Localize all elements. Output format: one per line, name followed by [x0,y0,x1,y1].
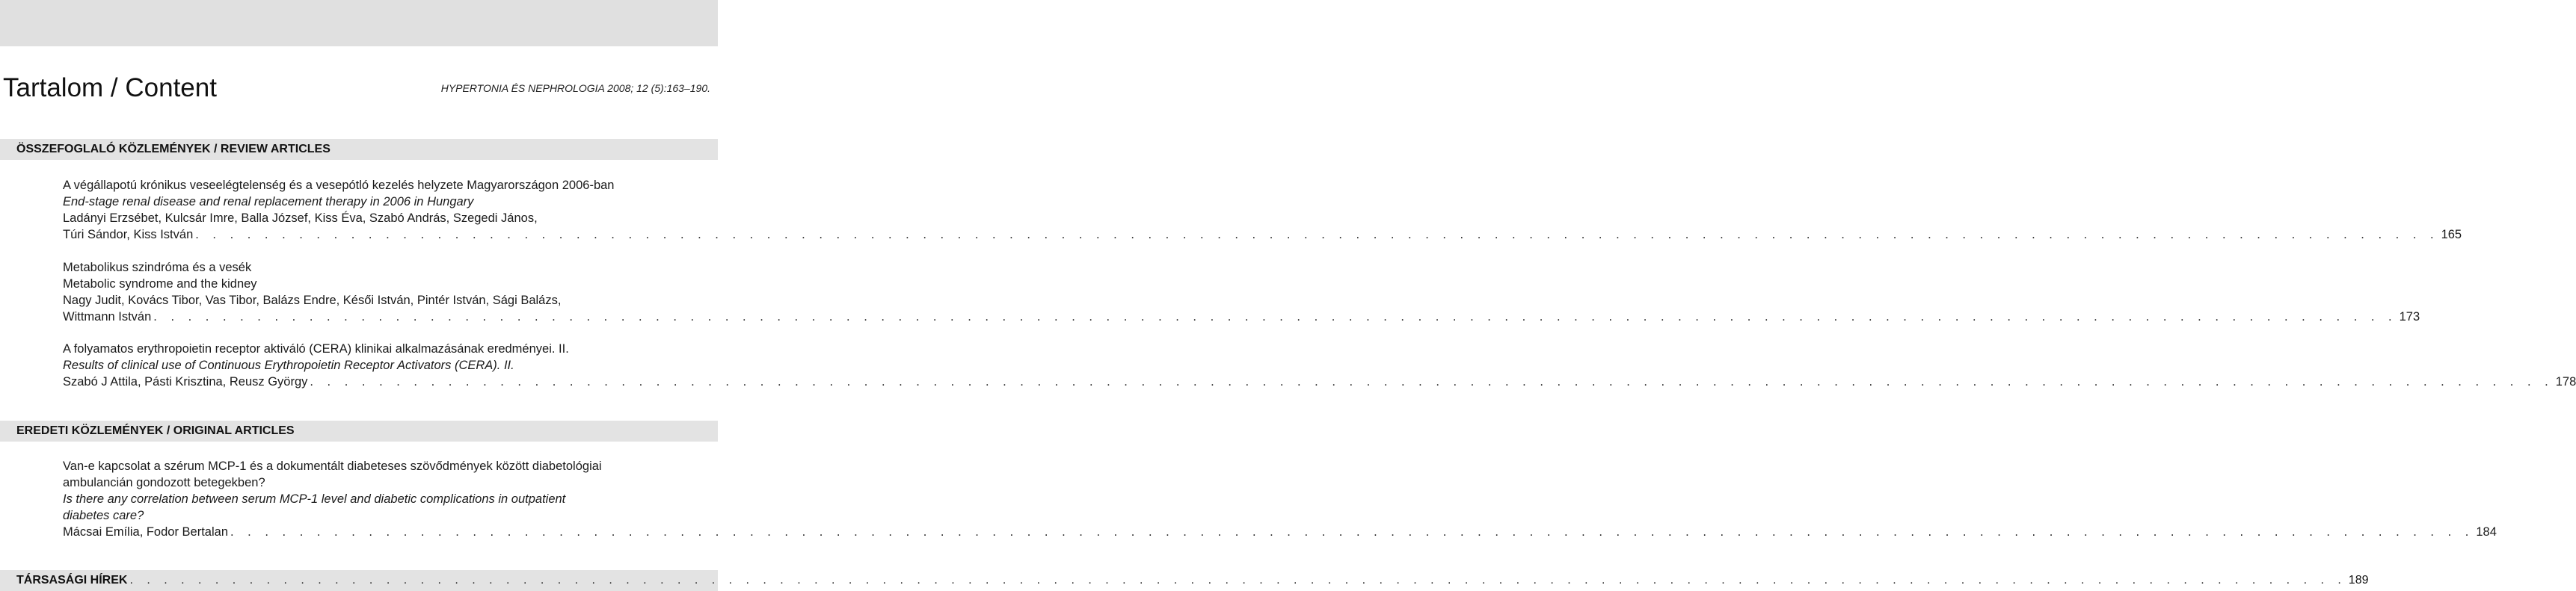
section-title: EREDETI KÖZLEMÉNYEK / ORIGINAL ARTICLES [16,424,295,437]
toc-entry[interactable] [63,259,2420,325]
section-header-society-news[interactable] [0,570,2369,591]
society-news-with-page [16,574,2369,587]
page-number: 184 [2476,525,2497,539]
journal-reference: HYPERTONIA ÉS NEPHROLOGIA 2008; 12 (5):163–190. [440,82,710,94]
section-title: TÁRSASÁGI HÍREK [16,574,128,587]
entry-authors-with-page [63,309,2420,325]
page-header [0,72,718,106]
entry-authors: Wittmann István [63,310,152,324]
page-number: 173 [2399,310,2420,324]
entry-authors: Mácsai Emília, Fodor Bertalan [63,525,229,539]
dot-leader: . . . . . . . . . . . . . . . . . . . . . . . . . . . . . . . . . . . . . . . . . . . . . . . . . . . . . . . . . . . . . . . . . . . . . . . . . . . . . . . . . . . . . . . . . . . . . . . . . . . . . . . . . . . . . . . . . . . . . . . . . . . . . . . . . . [129,574,2346,587]
page-number: 178 [2555,375,2576,389]
page-title: Tartalom / Content [3,73,217,102]
entry-title-english: Results of clinical use of Continuous Erythropoietin Receptor Activators (CERA). II. [63,359,514,372]
page-number: 189 [2348,574,2369,587]
section-title: ÖSSZEFOGLALÓ KÖZLEMÉNYEK / REVIEW ARTICLES [16,143,331,155]
entry-authors: Túri Sándor, Kiss István [63,228,194,241]
entry-title-english: diabetes care? [63,509,144,522]
toc-entry[interactable] [63,341,2576,390]
dot-leader: . . . . . . . . . . . . . . . . . . . . . . . . . . . . . . . . . . . . . . . . . . . . . . . . . . . . . . . . . . . . . . . . . . . . . . . . . . . . . . . . . . . . . . . . . . . . . . . . . . . . . . . . . . . . . . . . . . . . . . . . . . . . . . . . . . [195,228,2439,241]
top-gray-band [0,0,718,46]
entry-title-hungarian: Metabolikus szindróma és a vesék [63,261,252,274]
toc-entry[interactable] [63,177,2462,243]
page-number: 165 [2441,228,2462,241]
entry-authors-with-page [63,524,2497,540]
dot-leader: . . . . . . . . . . . . . . . . . . . . . . . . . . . . . . . . . . . . . . . . . . . . . . . . . . . . . . . . . . . . . . . . . . . . . . . . . . . . . . . . . . . . . . . . . . . . . . . . . . . . . . . . . . . . . . . . . . . . . . . . . . . . . . . . . . [153,310,2397,324]
section-header-original-articles [0,421,718,442]
dot-leader: . . . . . . . . . . . . . . . . . . . . . . . . . . . . . . . . . . . . . . . . . . . . . . . . . . . . . . . . . . . . . . . . . . . . . . . . . . . . . . . . . . . . . . . . . . . . . . . . . . . . . . . . . . . . . . . . . . . . . . . . . . . . . . . . . . [310,375,2554,389]
entry-authors-with-page [63,374,2576,390]
entry-authors-with-page [63,226,2462,243]
entry-title-hungarian: A folyamatos erythropoietin receptor aktiváló (CERA) klinikai alkalmazásának eredményei. II. [63,342,569,356]
section-header-review-articles [0,139,718,160]
dot-leader: . . . . . . . . . . . . . . . . . . . . . . . . . . . . . . . . . . . . . . . . . . . . . . . . . . . . . . . . . . . . . . . . . . . . . . . . . . . . . . . . . . . . . . . . . . . . . . . . . . . . . . . . . . . . . . . . . . . . . . . . . . . . . . . . . . [230,525,2474,539]
entry-title-english: End-stage renal disease and renal replacement therapy in 2006 in Hungary [63,195,474,208]
entry-title-english: Is there any correlation between serum MCP-1 level and diabetic complications in outpatient [63,492,566,506]
entry-authors: Nagy Judit, Kovács Tibor, Vas Tibor, Balázs Endre, Késői István, Pintér István, Sági Balázs, [63,294,562,307]
entry-title-hungarian: A végállapotú krónikus veseelégtelenség és a vesepótló kezelés helyzete Magyarországon 2006-ban [63,179,615,192]
entry-title-hungarian: ambulancián gondozott betegekben? [63,476,265,489]
entry-title-hungarian: Van-e kapcsolat a szérum MCP-1 és a dokumentált diabeteses szövődmények között diabetológiai [63,460,602,473]
entry-authors: Szabó J Attila, Pásti Krisztina, Reusz György [63,375,308,389]
entry-authors: Ladányi Erzsébet, Kulcsár Imre, Balla József, Kiss Éva, Szabó András, Szegedi János, [63,211,538,225]
entry-title-english: Metabolic syndrome and the kidney [63,277,257,291]
toc-entry[interactable] [63,458,2497,540]
